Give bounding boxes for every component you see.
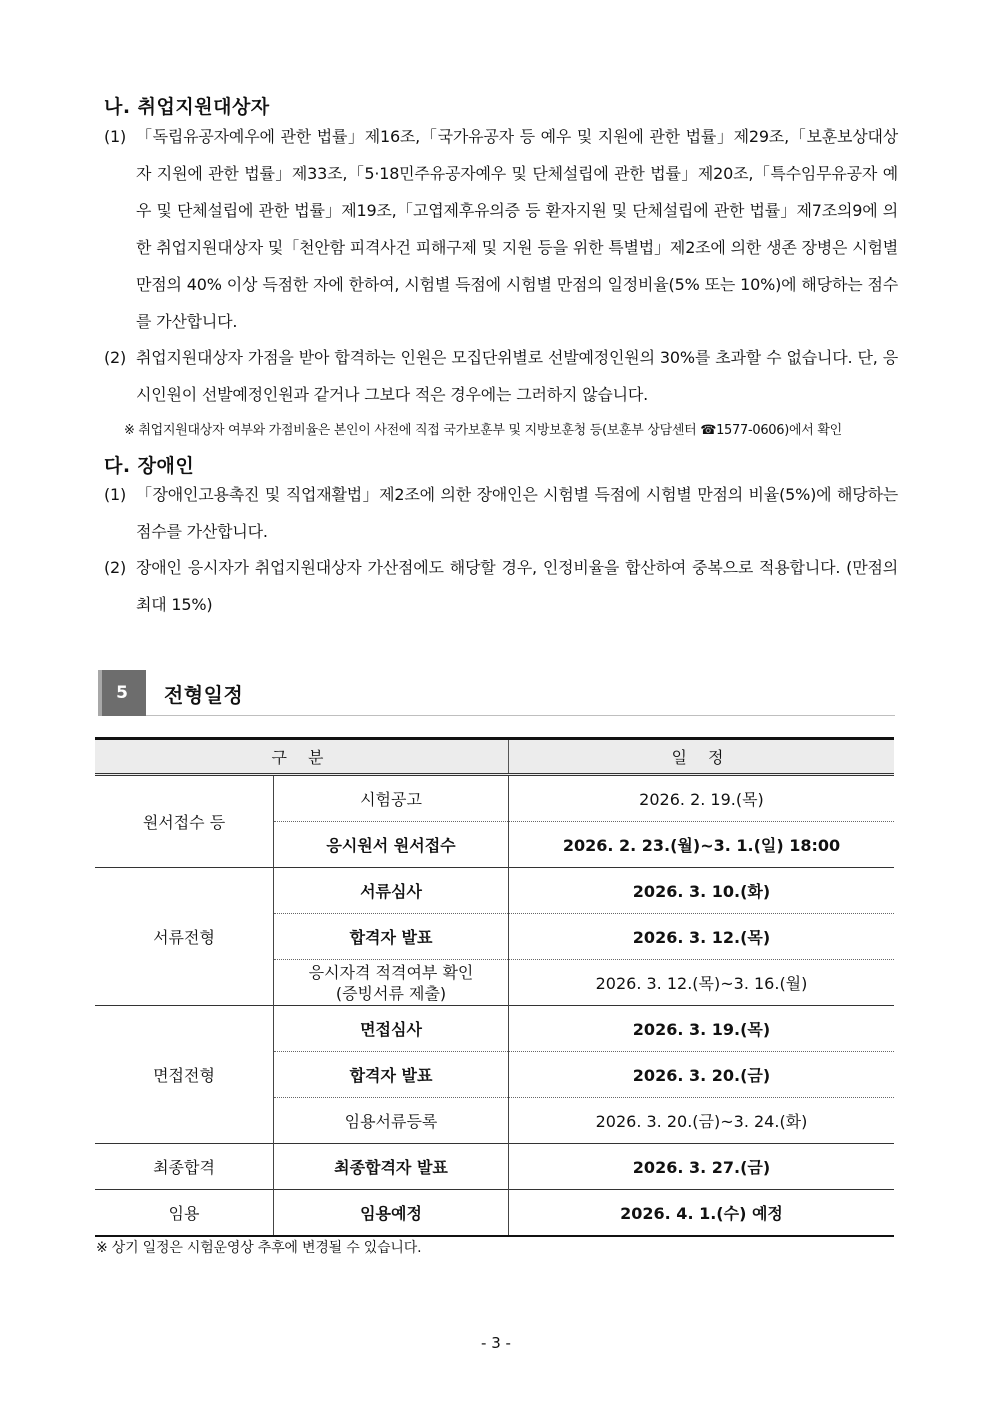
- category-cell: 면접전형: [95, 1006, 274, 1144]
- date-cell: 2026. 3. 19.(목): [509, 1006, 895, 1052]
- item-cell: 임용서류등록: [274, 1098, 509, 1144]
- item-cell: 응시원서 원서접수: [274, 822, 509, 868]
- category-cell: 최종합격: [95, 1144, 274, 1190]
- item-text: 장애인 응시자가 취업지원대상자 가산점에도 해당할 경우, 인정비율을 합산하여 중복으로 적용합니다. (만점의 최대 15%): [136, 558, 898, 614]
- table-row: [95, 1190, 894, 1237]
- page-number: - 3 -: [481, 1334, 511, 1352]
- section-title: 전형일정: [164, 683, 244, 707]
- header-category: 구 분: [95, 739, 509, 775]
- table-row: [95, 1144, 894, 1190]
- item-number: (2): [104, 558, 127, 577]
- item-cell: 임용예정: [274, 1190, 509, 1237]
- section-number: 5: [116, 683, 128, 703]
- item-line: 응시자격 적격여부 확인: [308, 962, 474, 982]
- section-underline: [146, 715, 895, 716]
- item-text: 「독립유공자예우에 관한 법률」제16조,「국가유공자 등 예우 및 지원에 관한 법률」제29조,「보훈보상대상자 지원에 관한 법률」제33조,「5·18민주유공자예우 및 단체설립에 관한 법률」제20조,「특수임무유공자 예우 및 단체설립에 관한 법률」제19조,「고엽제후유의증 등 환자지원 및 단체설립에 관한 법률」제7조의9에 의한 취업지원대상자 및「천안함 피격사건 피해구제 및 지원 등을 위한 특별법」제2조에 의한 생존 장병은 시험별 만점의 40% 이상 득점한 자에 한하여, 시험별 득점에 시험별 만점의 일정비율(5% 또는 10%)에 해당하는 점수를 가산합니다.: [136, 127, 898, 331]
- table-row: [95, 868, 894, 914]
- section-na-note: ※ 취업지원대상자 여부와 가점비율은 본인이 사전에 직접 국가보훈부 및 지방보훈청 등(보훈부 상담센터 ☎1577-0606)에서 확인: [124, 423, 842, 438]
- category-cell: 임용: [95, 1190, 274, 1237]
- date-cell: 2026. 3. 20.(금)~3. 24.(화): [595, 1112, 808, 1131]
- item-cell: 합격자 발표: [274, 1052, 509, 1098]
- date-cell: 2026. 3. 20.(금): [509, 1052, 895, 1098]
- paragraph-da-1: [104, 476, 898, 550]
- item-number: (1): [104, 485, 127, 504]
- date-cell: 2026. 3. 12.(목): [509, 914, 895, 960]
- section5-header: [98, 670, 895, 716]
- paragraph-na-2: [104, 339, 898, 413]
- date-cell: 2026. 3. 10.(화): [509, 868, 895, 914]
- category-cell: 원서접수 등: [95, 775, 274, 868]
- section-heading-na: 나. 취업지원대상자: [104, 96, 270, 118]
- schedule-note: ※ 상기 일정은 시험운영상 추후에 변경될 수 있습니다.: [96, 1240, 422, 1256]
- item-line: (증빙서류 제출): [335, 983, 447, 1003]
- table-row: [95, 775, 894, 822]
- item-cell: 최종합격자 발표: [274, 1144, 509, 1190]
- item-cell: 시험공고: [274, 775, 509, 822]
- date-cell: 2026. 2. 19.(목): [509, 775, 895, 822]
- table-row: [95, 1006, 894, 1052]
- header-date: 일 정: [509, 739, 895, 775]
- section-number-badge: [98, 670, 146, 716]
- item-text: 「장애인고용촉진 및 직업재활법」제2조에 의한 장애인은 시험별 득점에 시험별 만점의 비율(5%)에 해당하는 점수를 가산합니다.: [136, 485, 898, 541]
- table-header-row: [95, 739, 894, 775]
- date-cell: 2026. 2. 23.(월)~3. 1.(일) 18:00: [562, 836, 841, 855]
- item-cell: 합격자 발표: [274, 914, 509, 960]
- item-number: (2): [104, 348, 127, 367]
- section-heading-da: 다. 장애인: [104, 455, 195, 477]
- date-cell: 2026. 3. 12.(목)~3. 16.(월): [595, 974, 808, 993]
- category-cell: 서류전형: [95, 868, 274, 1006]
- date-cell: 2026. 3. 27.(금): [509, 1144, 895, 1190]
- paragraph-na-1: [104, 118, 898, 340]
- paragraph-da-2: [104, 549, 898, 623]
- item-number: (1): [104, 127, 127, 146]
- schedule-table: [95, 737, 894, 1237]
- date-cell: 2026. 4. 1.(수) 예정: [509, 1190, 895, 1237]
- item-cell: [274, 960, 509, 1006]
- item-cell: 서류심사: [274, 868, 509, 914]
- item-text: 취업지원대상자 가점을 받아 합격하는 인원은 모집단위별로 선발예정인원의 30%를 초과할 수 없습니다. 단, 응시인원이 선발예정인원과 같거나 그보다 적은 경우에는 그러하지 않습니다.: [136, 348, 898, 404]
- item-cell: 면접심사: [274, 1006, 509, 1052]
